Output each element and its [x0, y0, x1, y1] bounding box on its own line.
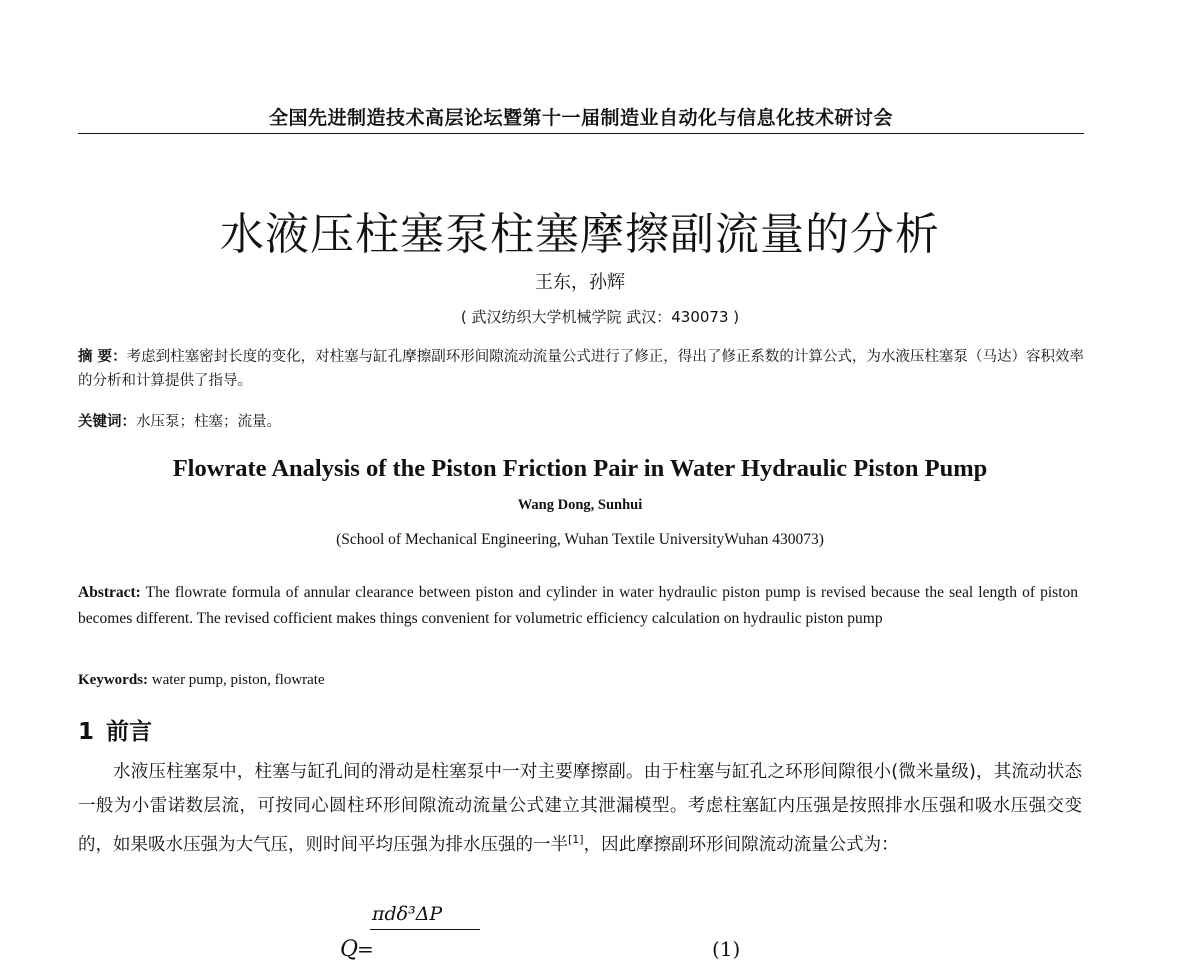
fraction-line — [370, 929, 480, 930]
body-text-part1: 水液压柱塞泵中，柱塞与缸孔间的滑动是柱塞泵中一对主要摩擦副。由于柱塞与缸孔之环形间隙很小(微米量级)，其流动状态一般为小雷诺数层流，可按同心圆柱环形间隙流动流量公式建立其泄漏模型。考虑柱塞缸内压强是按照排水压强和吸水压强交变的，如果吸水压强为大气压，则时间平均压强为排水压强的一半 — [78, 762, 1082, 855]
chinese-abstract-text: 考虑到柱塞密封长度的变化，对柱塞与缸孔摩擦副环形间隙流动流量公式进行了修正，得出了修正系数的计算公式，为水液压柱塞泵（马达）容积效率的分析和计算提供了指导。 — [78, 349, 1084, 389]
chinese-abstract-label: 摘 要： — [78, 349, 127, 365]
section-heading — [78, 713, 152, 746]
body-text-part2: ，因此摩擦副环形间隙流动流量公式为： — [583, 834, 899, 855]
section-number: 1 — [78, 719, 95, 745]
chinese-abstract — [78, 345, 1084, 393]
english-keywords-label: Keywords: — [78, 672, 148, 688]
chinese-title: 水液压柱塞泵柱塞摩擦副流量的分析 — [220, 209, 940, 260]
english-keywords — [78, 669, 1078, 691]
body-paragraph — [78, 755, 1082, 862]
running-header: 全国先进制造技术高层论坛暨第十一届制造业自动化与信息化技术研讨会 — [268, 107, 893, 129]
equation-equals: = — [357, 937, 374, 961]
english-abstract-text: The flowrate formula of annular clearance between piston and cylinder in water hydraulic piston pump is revised because the seal length of piston becomes different. The revised cofficient makes things convenient for volumetric efficiency calculation on hydraulic piston pump — [78, 584, 1078, 627]
equation-lhs: Q — [340, 937, 359, 962]
chinese-keywords-text: 水压泵；柱塞；流量。 — [136, 414, 281, 430]
english-keywords-text: water pump, piston, flowrate — [148, 672, 325, 688]
chinese-authors: 王东，孙辉 — [535, 272, 625, 293]
english-title: Flowrate Analysis of the Piston Friction Pair in Water Hydraulic Piston Pump — [172, 455, 988, 482]
section-title: 前言 — [106, 719, 153, 745]
english-abstract — [78, 580, 1078, 632]
english-authors: Wang Dong, Sunhui — [517, 497, 643, 513]
equation-number: (1) — [712, 937, 741, 961]
header-rule — [78, 133, 1084, 134]
english-abstract-label: Abstract: — [78, 584, 141, 601]
equation-1 — [340, 903, 840, 962]
chinese-keywords-label: 关键词： — [78, 414, 136, 430]
chinese-keywords — [78, 411, 1084, 433]
equation-numerator: πdδ³ΔP — [372, 903, 443, 925]
citation: [1] — [568, 833, 584, 846]
chinese-affiliation: ( 武汉纺织大学机械学院 武汉：430073 ) — [460, 308, 740, 326]
section-body — [78, 755, 1082, 862]
english-affiliation: (School of Mechanical Engineering, Wuhan Textile UniversityWuhan 430073) — [336, 531, 824, 548]
